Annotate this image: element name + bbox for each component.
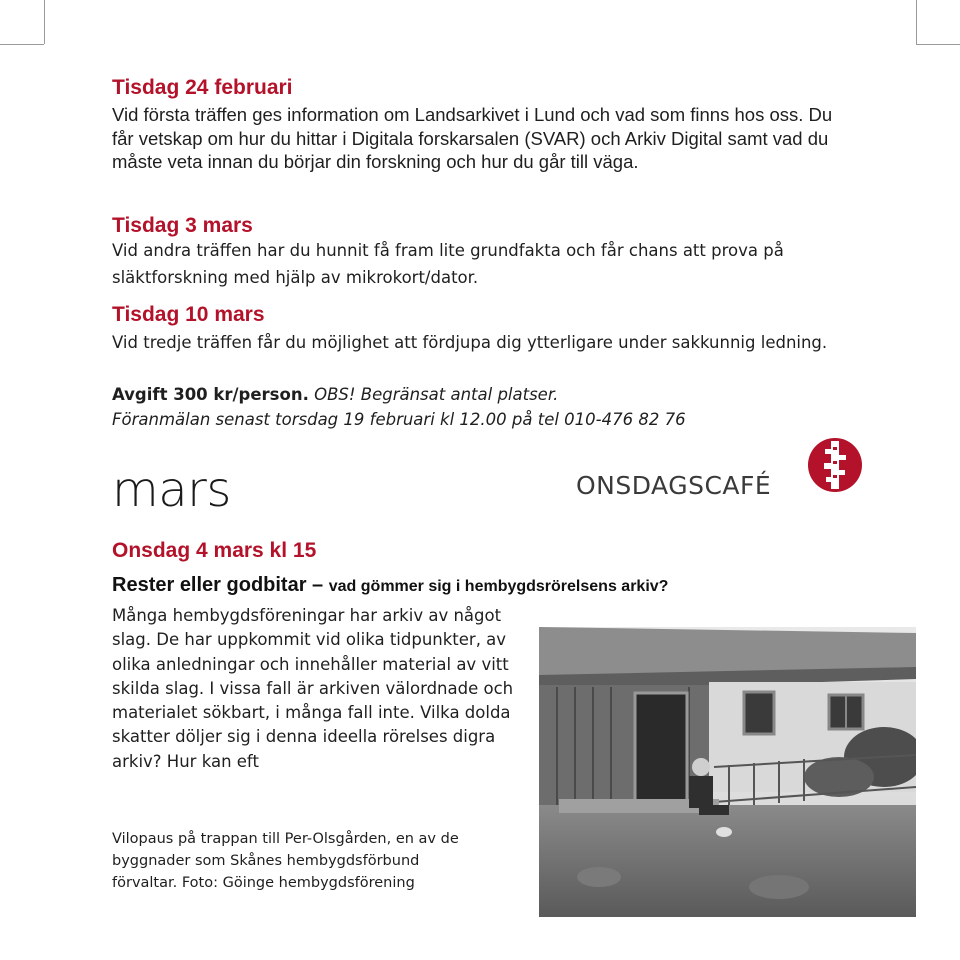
fee-line: [112, 383, 558, 407]
onsdagscafe-logo-icon: [808, 437, 862, 493]
paragraph-feb-24: Vid första träffen ges information om Landsarkivet i Lund och vad som finns hos oss. Du får vetskap om hur du hittar i Digitala forskarsalen (SVAR) och Arkiv Digital samt vad du måste veta innan du börjar din forskning och hur du går till väga.: [112, 104, 833, 172]
heading-mar-3: Tisdag 3 mars: [112, 214, 253, 237]
crop-mark-left-top: [0, 44, 44, 45]
limited-seats-note: OBS! Begränsat antal platser.: [308, 385, 559, 404]
event-title-main: Rester eller godbitar –: [112, 574, 329, 596]
paragraph-mar-3: Vid andra träffen har du hunnit få fram lite grundfakta och får chans att prova på släktforskning med hjälp av mikrokort/dator.: [112, 241, 784, 287]
crop-mark-right-top: [916, 44, 960, 45]
fee-text: Avgift 300 kr/person.: [112, 385, 309, 404]
crop-mark-top-left: [44, 0, 45, 44]
event-title: [112, 574, 668, 597]
event-body-text: Många hembygdsföreningar har arkiv av något slag. De har uppkommit vid olika tidpunkter, av olika anledningar och innehåller material av vitt skilda slag. I vissa fall är arkiven välordnade och materialet sökbart, i många fall inte. Vilka dolda skatter döljer sig i denna ideella rörelses digra arkiv? Hur kan eft: [112, 606, 514, 771]
event-title-rest: vad gömmer sig i hembygdsrörelsens arkiv?: [328, 578, 669, 595]
heading-mar-10: Tisdag 10 mars: [112, 303, 265, 326]
crop-mark-top-right: [916, 0, 917, 44]
heading-feb-24: Tisdag 24 februari: [112, 76, 293, 99]
farmhouse-photo: [539, 627, 916, 917]
registration-line: Föranmälan senast torsdag 19 februari kl 12.00 på tel 010-476 82 76: [112, 410, 686, 429]
event-date-heading: Onsdag 4 mars kl 15: [112, 539, 317, 562]
photo-caption: Vilopaus på trappan till Per-Olsgården, en av de byggnader som Skånes hembygdsförbund förvaltar. Foto: Göinge hembygdsförening: [112, 831, 459, 891]
month-heading: mars: [112, 462, 231, 518]
paragraph-mar-10: Vid tredje träffen får du möjlighet att fördjupa dig ytterligare under sakkunnig ledning.: [112, 333, 828, 352]
onsdagscafe-label: ONSDAGSCAFÉ: [576, 471, 772, 500]
